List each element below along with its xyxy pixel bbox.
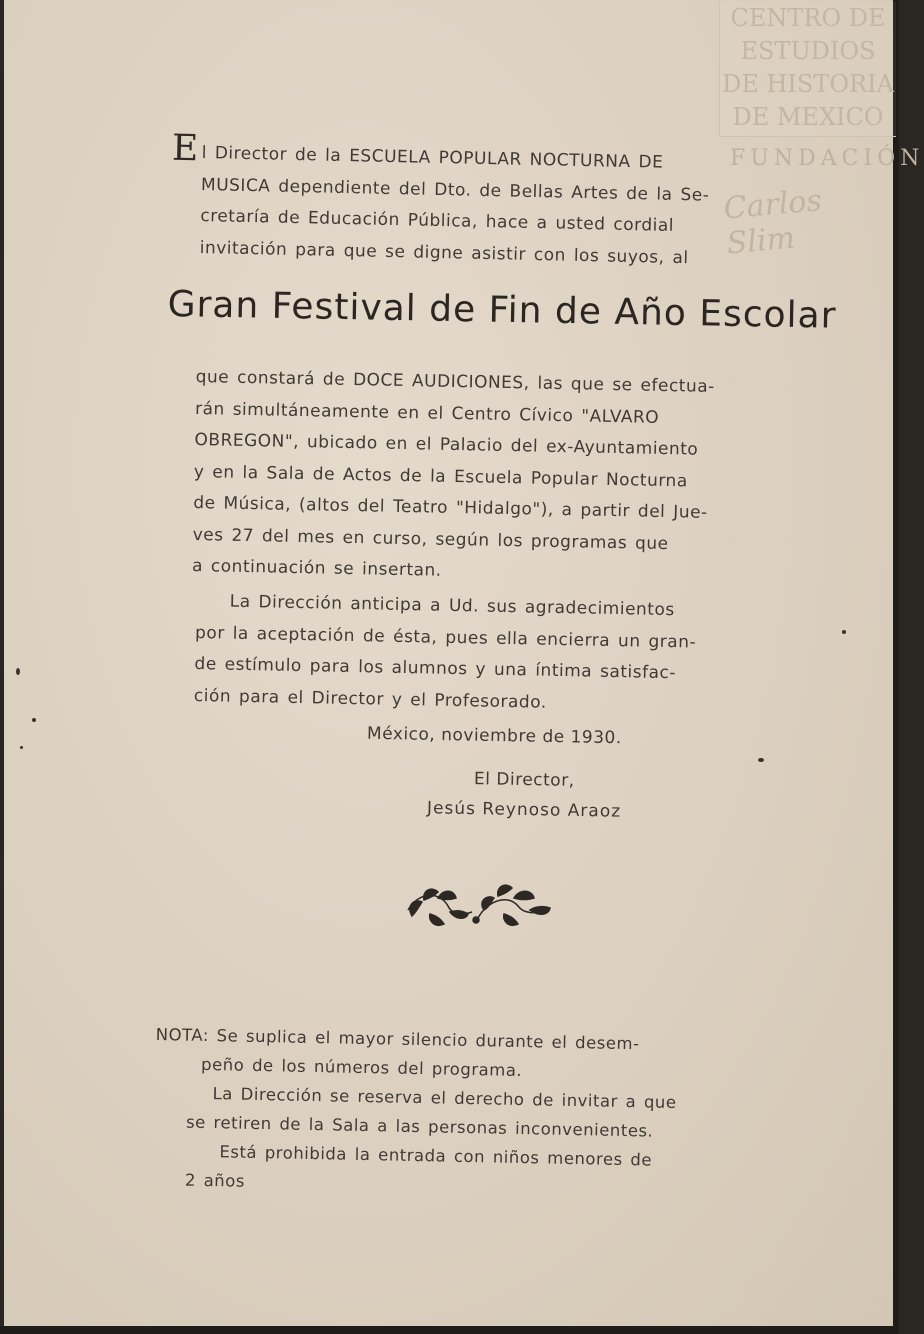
dateline: México, noviembre de 1930. — [366, 723, 622, 749]
note-line: se retiren de la Sala a las personas inconvenientes. — [185, 1112, 654, 1141]
text-line: MUSICA dependiente del Dto. de Bellas Artes de la Se- — [200, 174, 710, 206]
note-line: NOTA: Se suplica el mayor silencio durante el desem- — [155, 1024, 640, 1054]
paper-speck — [16, 668, 20, 675]
text-line: La Dirección anticipa a Ud. sus agradecimientos — [229, 591, 675, 621]
paper-speck — [20, 746, 23, 749]
text-line: ves 27 del mes en curso, según los programas que — [192, 524, 669, 554]
text-line: de estímulo para los alumnos y una íntima satisfac- — [194, 653, 677, 684]
note-section — [153, 1020, 678, 1204]
watermark-line: CENTRO DE — [730, 4, 886, 32]
text-line: de Música, (altos del Teatro "Hidalgo"), a partir del Jue- — [193, 492, 708, 523]
thanks-paragraph — [194, 586, 697, 722]
text-line: rán simultáneamente en el Centro Cívico "ALVARO — [194, 398, 660, 428]
note-line: La Dirección se reserva el derecho de invitar a que — [212, 1084, 677, 1113]
text-line: cretaría de Educación Pública, hace a usted cordial — [200, 205, 675, 236]
signer-title: El Director, — [473, 769, 575, 791]
details-paragraph — [192, 362, 715, 592]
text-line: ción para el Director y el Profesorado. — [193, 685, 547, 713]
intro-paragraph — [199, 138, 710, 275]
foundation-signature: Carlos Slim — [722, 183, 824, 262]
note-line: Está prohibida la entrada con niños menores de — [219, 1142, 653, 1170]
text-line: por la aceptación de ésta, pues ella encierra un gran- — [194, 622, 697, 653]
text-line: a continuación se insertan. — [191, 555, 442, 581]
text-line: invitación para que se digne asistir con los suyos, al — [199, 237, 689, 268]
text-line: que constará de DOCE AUDICIONES, las que se efectua- — [195, 366, 715, 397]
foundation-watermark: FUNDACIÓN — [730, 146, 924, 171]
paper-speck — [758, 758, 764, 762]
text-line: l Director de la ESCUELA POPULAR NOCTURNA DE — [201, 142, 664, 173]
scan-edge-bottom — [0, 1326, 899, 1334]
text-line: y en la Sala de Actos de la Escuela Popular Nocturna — [193, 461, 688, 491]
watermark-line: ESTUDIOS — [740, 37, 876, 65]
watermark-line: DE HISTORIA — [722, 70, 894, 98]
drop-cap: E — [171, 127, 199, 170]
note-line: peño de los números del programa. — [200, 1054, 523, 1081]
text-line: OBREGON", ubicado en el Palacio del ex-Ayuntamiento — [194, 429, 699, 460]
festival-title: Gran Festival de Fin de Año Escolar — [167, 284, 837, 337]
note-line: 2 años — [184, 1170, 246, 1191]
paper-speck — [32, 718, 36, 722]
floral-ornament-icon — [400, 880, 558, 936]
paper-speck — [842, 630, 846, 634]
watermark-line: DE MEXICO — [732, 103, 884, 131]
archive-watermark — [719, 2, 896, 137]
signer-name: Jesús Reynoso Araoz — [426, 798, 622, 822]
